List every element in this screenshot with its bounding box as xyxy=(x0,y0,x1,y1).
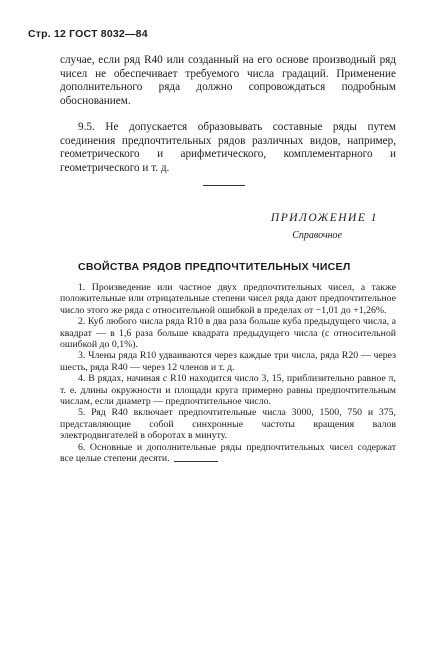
body-paragraph-2: 9.5. Не допускается образовывать составные ряды путем соединения предпочтительных рядов различных видов, например, геометрического и арифметического, комплементарного и геометрического и т. д. xyxy=(60,121,396,174)
list-item: 6. Основные и дополнительные ряды предпочтительных чисел содержат все целые степени десяти. xyxy=(60,441,396,465)
section-title: СВОЙСТВА РЯДОВ ПРЕДПОЧТИТЕЛЬНЫХ ЧИСЕЛ xyxy=(78,261,351,273)
list-item: 1. Произведение или частное двух предпочтительных чисел, а также положительные или отрицательные степени чисел ряда дают предпочтительное число этого же ряда с относительной ошибкой в пределах от −1,01 до +1,26%. xyxy=(60,282,396,316)
appendix-title: ПРИЛОЖЕНИЕ 1 xyxy=(270,212,378,224)
page-header: Стр. 12 ГОСТ 8032—84 xyxy=(28,28,148,40)
body-paragraph-1: случае, если ряд R40 или созданный на его основе производный ряд чисел не обеспечивает требуемого числа градаций. Применение дополнительного ряда должно сопровождаться подробным обоснованием. xyxy=(60,54,396,107)
properties-list xyxy=(60,282,396,465)
list-item: 4. В рядах, начиная с R10 находится число 3, 15, приблизительно равное π, т. е. длины окружности и площади круга примерно равны предпочтительным числам, если диаметр — предпочтительное число. xyxy=(60,373,396,408)
list-item: 2. Куб любого числа ряда R10 в два раза больше куба предыдущего числа, а квадрат — в 1,6 раза больше квадрата предыдущего числа (с относительной ошибкой до 0,1%). xyxy=(60,316,396,351)
separator-rule-bottom xyxy=(174,461,218,462)
list-item: 3. Члены ряда R10 удваиваются через каждые три числа, ряда R20 — через шесть, ряда R40 — через 12 членов и т. д. xyxy=(60,350,396,373)
separator-rule-top xyxy=(203,185,245,186)
list-item: 5. Ряд R40 включает предпочтительные числа 3000, 1500, 750 и 375, представляющие собой синхронные частоты вращения валов электродвигателей в оборотах в минуту. xyxy=(60,407,396,442)
appendix-subtitle: Справочное xyxy=(292,230,342,241)
